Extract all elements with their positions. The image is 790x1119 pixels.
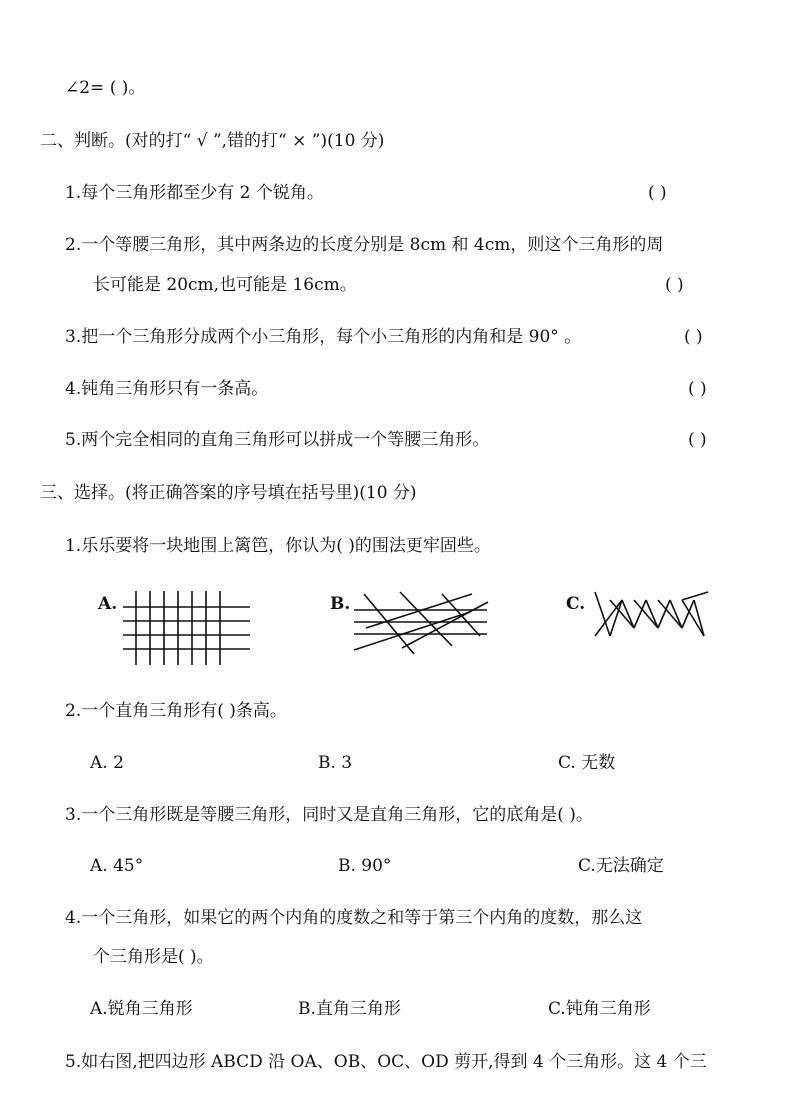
s2-q2-text-cont: 长可能是 20cm,也可能是 16cm。 bbox=[93, 275, 357, 295]
fence-a-grid-figure bbox=[120, 588, 255, 668]
fence-c-l2 bbox=[610, 600, 622, 636]
s3-q2-option-a[interactable]: A. 2 bbox=[90, 753, 124, 773]
fence-b-slanted-figure bbox=[352, 588, 492, 663]
s3-q4-option-b[interactable]: B.直角三角形 bbox=[298, 999, 401, 1019]
fence-c-label: C. bbox=[566, 594, 586, 614]
fence-c-l5 bbox=[646, 600, 658, 628]
s2-q5-answer-paren[interactable]: ( ) bbox=[688, 430, 707, 450]
s3-q3-text: 3.一个三角形既是等腰三角形，同时又是直角三角形，它的底角是( )。 bbox=[65, 805, 593, 825]
s2-q1-text: 1.每个三角形都至少有 2 个锐角。 bbox=[65, 183, 324, 203]
s2-q2-answer-paren[interactable]: ( ) bbox=[665, 275, 684, 295]
s3-q2-option-b[interactable]: B. 3 bbox=[318, 753, 353, 773]
s2-q2-text: 2.一个等腰三角形，其中两条边的长度分别是 8cm 和 4cm，则这个三角形的周 bbox=[65, 235, 664, 255]
s3-q1-text: 1.乐乐要将一块地围上篱笆，你认为( )的围法更牢固些。 bbox=[65, 536, 491, 556]
section3-heading: 三、选择。(将正确答案的序号填在括号里)(10 分) bbox=[40, 483, 417, 503]
s3-q3-option-b[interactable]: B. 90° bbox=[338, 856, 392, 876]
s3-q3-option-a[interactable]: A. 45° bbox=[90, 856, 144, 876]
s2-q3-text: 3.把一个三角形分成两个小三角形，每个小三角形的内角和是 90° 。 bbox=[65, 327, 582, 347]
s2-q4-answer-paren[interactable]: ( ) bbox=[688, 379, 707, 399]
s3-q4-option-c[interactable]: C.钝角三角形 bbox=[548, 999, 651, 1019]
section2-heading: 二、判断。(对的打“ √ ”,错的打“ × ”)(10 分) bbox=[40, 131, 385, 151]
s3-q3-option-c[interactable]: C.无法确定 bbox=[578, 856, 664, 876]
s3-q4-text: 4.一个三角形，如果它的两个内角的度数之和等于第三个内角的度数，那么这 bbox=[65, 908, 643, 928]
fence-c-l9 bbox=[694, 600, 704, 636]
fence-c-l4 bbox=[634, 600, 646, 628]
fence-b-s1 bbox=[366, 594, 472, 628]
s3-q4-text-cont: 个三角形是( )。 bbox=[93, 947, 214, 967]
s2-q3-answer-paren[interactable]: ( ) bbox=[684, 327, 703, 347]
fence-c-l15 bbox=[682, 600, 704, 636]
fence-c-l6 bbox=[658, 600, 670, 628]
fence-c-l7 bbox=[670, 600, 682, 628]
fence-c-l3 bbox=[622, 600, 634, 628]
fence-c-l1 bbox=[595, 592, 610, 636]
fence-a-label: A. bbox=[98, 594, 118, 614]
angle-answer-line: ∠2= ( )。 bbox=[65, 78, 146, 98]
fence-c-l13 bbox=[658, 600, 682, 628]
s2-q1-answer-paren[interactable]: ( ) bbox=[648, 183, 667, 203]
s3-q2-text: 2.一个直角三角形有( )条高。 bbox=[65, 701, 287, 721]
s3-q4-option-a[interactable]: A.锐角三角形 bbox=[90, 999, 193, 1019]
fence-b-s3 bbox=[402, 602, 488, 648]
fence-b-label: B. bbox=[330, 594, 351, 614]
fence-c-l12 bbox=[634, 600, 658, 628]
fence-c-zigzag-figure bbox=[592, 590, 712, 638]
s3-q2-option-c[interactable]: C. 无数 bbox=[558, 753, 616, 773]
s3-q5-text: 5.如右图,把四边形 ABCD 沿 OA、OB、OC、OD 剪开,得到 4 个三角形。这 4 个三 bbox=[65, 1052, 707, 1072]
fence-c-l14 bbox=[682, 592, 708, 600]
s2-q4-text: 4.钝角三角形只有一条高。 bbox=[65, 379, 269, 399]
fence-b-d2 bbox=[400, 592, 452, 646]
fence-b-s2 bbox=[354, 612, 470, 650]
s2-q5-text: 5.两个完全相同的直角三角形可以拼成一个等腰三角形。 bbox=[65, 430, 490, 450]
